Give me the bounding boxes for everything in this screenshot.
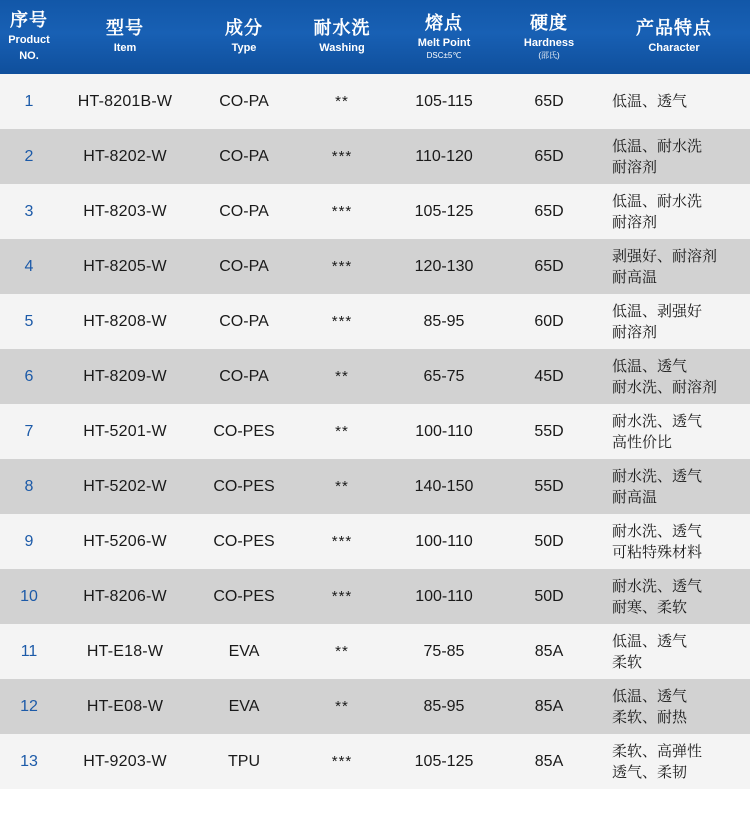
table-row — [0, 459, 750, 514]
cell-washing: ** — [335, 93, 349, 110]
cell-melt-point: 105-125 — [414, 202, 474, 220]
header-row — [0, 0, 750, 74]
cell-item: HT-E18-W — [86, 642, 164, 660]
cell-washing: ** — [335, 478, 349, 495]
column-header-en: Character — [648, 42, 700, 54]
cell-washing: *** — [331, 258, 353, 275]
cell-hardness: 65D — [534, 257, 564, 275]
cell-hardness: 45D — [534, 367, 564, 385]
cell-melt-point: 85-95 — [423, 312, 465, 330]
cell-type: CO-PES — [213, 532, 275, 550]
column-header-hardness — [500, 0, 598, 74]
cell-hardness: 65D — [534, 202, 564, 220]
cell-product-no: 1 — [24, 92, 34, 110]
cell-item: HT-E08-W — [86, 697, 164, 715]
table-row — [0, 74, 750, 129]
character-line: 高性价比 — [612, 433, 673, 451]
cell-character — [598, 679, 750, 734]
cell-washing: ** — [335, 368, 349, 385]
cell-character — [598, 734, 750, 789]
cell-character — [598, 184, 750, 239]
cell-washing: *** — [331, 588, 353, 605]
cell-character — [598, 459, 750, 514]
cell-melt-point: 140-150 — [414, 477, 474, 495]
cell-item: HT-8206-W — [83, 587, 167, 605]
column-header-product-no — [0, 0, 58, 74]
column-header-en: Type — [231, 42, 257, 54]
table-row — [0, 569, 750, 624]
cell-type: EVA — [228, 697, 260, 715]
cell-hardness: 50D — [534, 587, 564, 605]
column-header-cn: 熔点 — [425, 12, 463, 33]
cell-washing: *** — [331, 148, 353, 165]
column-header-en: Product — [8, 34, 50, 46]
cell-melt-point: 100-110 — [415, 422, 473, 440]
cell-type: CO-PA — [219, 312, 269, 330]
table-row — [0, 404, 750, 459]
column-header-sub: (邵氏) — [538, 50, 560, 60]
cell-melt-point: 110-120 — [415, 147, 473, 165]
cell-item: HT-8201B-W — [77, 92, 173, 110]
column-header-en: Washing — [319, 42, 365, 54]
column-header-character — [598, 0, 750, 74]
cell-product-no: 6 — [24, 367, 34, 385]
character-line: 耐高温 — [612, 488, 658, 506]
character-line: 耐水洗、透气 — [612, 467, 703, 485]
cell-type: EVA — [228, 642, 260, 660]
character-line: 耐水洗、透气 — [612, 577, 703, 595]
cell-type: CO-PA — [219, 367, 269, 385]
cell-washing: ** — [335, 698, 349, 715]
column-header-washing — [296, 0, 388, 74]
character-line: 耐寒、柔软 — [612, 598, 688, 616]
cell-character — [598, 404, 750, 459]
cell-product-no: 3 — [24, 202, 34, 220]
cell-melt-point: 65-75 — [423, 367, 465, 385]
cell-type: CO-PA — [219, 202, 269, 220]
cell-product-no: 7 — [24, 422, 34, 440]
column-header-en2: NO. — [19, 50, 39, 62]
character-line: 柔软 — [612, 653, 643, 671]
cell-item: HT-5202-W — [83, 477, 167, 495]
cell-hardness: 55D — [534, 477, 564, 495]
cell-melt-point: 105-115 — [415, 92, 473, 110]
cell-item: HT-5201-W — [83, 422, 167, 440]
cell-hardness: 50D — [534, 532, 564, 550]
cell-hardness: 85A — [534, 752, 564, 770]
cell-washing: *** — [331, 203, 353, 220]
cell-washing: *** — [331, 313, 353, 330]
character-line: 剥强好、耐溶剂 — [612, 247, 718, 265]
table-row — [0, 129, 750, 184]
cell-type: CO-PES — [213, 587, 275, 605]
cell-product-no: 9 — [24, 532, 34, 550]
cell-washing: *** — [331, 533, 353, 550]
cell-melt-point: 75-85 — [423, 642, 465, 660]
cell-character — [598, 294, 750, 349]
cell-melt-point: 100-110 — [415, 532, 473, 550]
cell-washing: ** — [335, 643, 349, 660]
table-row — [0, 624, 750, 679]
character-line: 低温、耐水洗 — [612, 192, 703, 210]
cell-type: CO-PA — [219, 147, 269, 165]
column-header-item — [58, 0, 192, 74]
cell-item: HT-9203-W — [83, 752, 167, 770]
cell-character — [598, 514, 750, 569]
cell-type: CO-PES — [213, 477, 275, 495]
cell-melt-point: 120-130 — [414, 257, 474, 275]
cell-hardness: 55D — [534, 422, 564, 440]
cell-product-no: 5 — [24, 312, 34, 330]
character-line: 耐水洗、透气 — [612, 522, 703, 540]
cell-type: CO-PA — [219, 257, 269, 275]
column-header-en: Hardness — [523, 36, 575, 49]
cell-melt-point: 85-95 — [423, 697, 465, 715]
character-line: 低温、耐水洗 — [612, 137, 703, 155]
column-header-cn: 型号 — [106, 18, 144, 38]
cell-item: HT-8205-W — [83, 257, 167, 275]
character-line: 耐高温 — [612, 268, 658, 286]
cell-type: CO-PA — [219, 92, 269, 110]
table-header — [0, 0, 750, 74]
column-header-cn: 耐水洗 — [313, 18, 371, 38]
column-header-type — [192, 0, 296, 74]
table-row — [0, 679, 750, 734]
cell-product-no: 2 — [24, 147, 34, 165]
character-line: 耐溶剂 — [612, 213, 658, 231]
cell-item: HT-8202-W — [83, 147, 167, 165]
cell-hardness: 65D — [534, 147, 564, 165]
character-line: 耐水洗、透气 — [612, 412, 703, 430]
cell-melt-point: 100-110 — [415, 587, 473, 605]
character-line: 耐溶剂 — [612, 323, 658, 341]
character-line: 低温、透气 — [612, 93, 688, 110]
cell-washing: ** — [335, 423, 349, 440]
cell-character — [598, 569, 750, 624]
column-header-melt-point — [388, 0, 500, 74]
cell-character — [598, 239, 750, 294]
cell-character — [598, 624, 750, 679]
cell-product-no: 11 — [20, 642, 38, 660]
cell-type: CO-PES — [213, 422, 275, 440]
table-body — [0, 74, 750, 789]
table-row — [0, 294, 750, 349]
character-line: 低温、透气 — [612, 687, 688, 705]
character-line: 耐溶剂 — [612, 158, 658, 176]
column-header-cn: 序号 — [10, 10, 48, 30]
cell-item: HT-5206-W — [83, 532, 167, 550]
table-row — [0, 514, 750, 569]
table-row — [0, 349, 750, 404]
character-line: 低温、透气 — [612, 357, 688, 375]
table-row — [0, 184, 750, 239]
column-header-en: Item — [113, 42, 137, 54]
character-line: 可粘特殊材料 — [612, 543, 703, 561]
cell-melt-point: 105-125 — [414, 752, 474, 770]
column-header-cn: 硬度 — [530, 12, 568, 33]
cell-character — [598, 129, 750, 184]
cell-character — [598, 349, 750, 404]
cell-product-no: 10 — [20, 587, 38, 605]
column-header-cn: 产品特点 — [636, 18, 712, 38]
column-header-en: Melt Point — [417, 36, 471, 49]
cell-character — [598, 74, 750, 129]
character-line: 柔软、耐热 — [612, 708, 688, 726]
cell-product-no: 8 — [24, 477, 34, 495]
cell-hardness: 60D — [534, 312, 564, 330]
cell-product-no: 12 — [20, 697, 38, 715]
character-line: 低温、剥强好 — [612, 302, 703, 320]
cell-item: HT-8208-W — [83, 312, 167, 330]
cell-item: HT-8209-W — [83, 367, 167, 385]
cell-product-no: 4 — [24, 257, 34, 275]
character-line: 低温、透气 — [612, 632, 688, 650]
cell-product-no: 13 — [20, 752, 38, 770]
character-line: 耐水洗、耐溶剂 — [612, 378, 718, 396]
cell-type: TPU — [228, 752, 260, 770]
character-line: 柔软、高弹性 — [612, 742, 703, 760]
column-header-sub: DSC±5℃ — [426, 50, 462, 60]
cell-item: HT-8203-W — [83, 202, 167, 220]
character-line: 透气、柔韧 — [612, 763, 688, 781]
cell-hardness: 65D — [534, 92, 564, 110]
table-row — [0, 734, 750, 789]
column-header-cn: 成分 — [225, 18, 263, 38]
cell-washing: *** — [331, 753, 353, 770]
cell-hardness: 85A — [534, 642, 564, 660]
table-row — [0, 239, 750, 294]
cell-hardness: 85A — [534, 697, 564, 715]
